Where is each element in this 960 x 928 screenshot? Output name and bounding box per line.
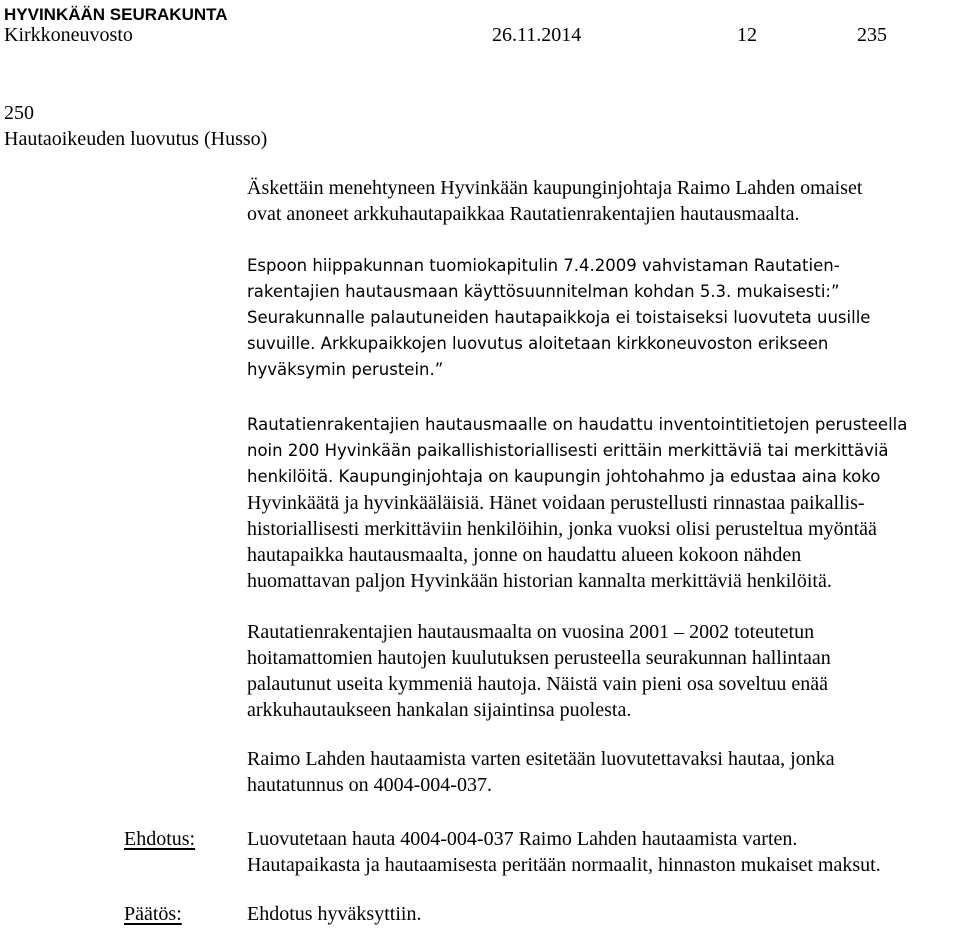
quote-line: suvuille. Arkkupaikkojen luovutus aloitetaan kirkkoneuvoston erikseen [247, 334, 829, 353]
paragraph-line: huomattavan paljon Hyvinkään historian kannalta merkittäviä henkilöitä. [247, 570, 832, 592]
quote-line: Seurakunnalle palautuneiden hautapaikkoja ei toistaiseksi luovuteta uusille [247, 308, 871, 327]
item-number: 250 [4, 102, 34, 124]
paragraph-line: Rautatienrakentajien hautausmaalta on vuosina 2001 – 2002 toteutetun [247, 621, 815, 643]
intro-line: Äskettäin menehtyneen Hyvinkään kaupunginjohtaja Raimo Lahden omaiset [247, 177, 863, 199]
paragraph-line: hautatunnus on 4004-004-037. [247, 774, 492, 796]
paragraph-line: palautunut useita kymmeniä hautoja. Näistä vain pieni osa soveltuu enää [247, 673, 828, 695]
meeting-date: 26.11.2014 [492, 24, 582, 46]
paragraph-line: Raimo Lahden hautaamista varten esitetään luovutettavaksi hautaa, jonka [247, 748, 835, 770]
item-title: Hautaoikeuden luovutus (Husso) [4, 128, 268, 150]
quote-line: Espoon hiippakunnan tuomiokapitulin 7.4.2009 vahvistaman Rautatien- [247, 256, 840, 275]
proposal-text [247, 826, 957, 878]
grave-proposal-paragraph [247, 746, 957, 798]
quote-line: hyväksymin perustein.” [247, 360, 444, 379]
paragraph-line: Rautatienrakentajien hautausmaalle on haudattu inventointitietojen perusteella [247, 415, 908, 434]
paragraph-line: hautapaikka hautausmaalta, jonne on haudattu alueen kokoon nähden [247, 544, 802, 566]
quoted-regulation [247, 253, 957, 383]
meeting-number: 12 [737, 24, 757, 46]
intro-line: ovat anoneet arkkuhautapaikkaa Rautatienrakentajien hautausmaalta. [247, 203, 800, 225]
proposal-label: Ehdotus: [124, 828, 196, 850]
paragraph-line: hoitamattomien hautojen kuulutuksen perusteella seurakunnan hallintaan [247, 647, 831, 669]
paragraph-line: noin 200 Hyvinkään paikallishistoriallisesti erittäin merkittäviä tai merkittäviä [247, 441, 889, 460]
decision-text: Ehdotus hyväksyttiin. [247, 903, 422, 925]
paragraph-line: historiallisesti merkittäviin henkilöihin, jonka vuoksi olisi perusteltua myöntää [247, 518, 877, 540]
page-number: 235 [857, 24, 887, 46]
proposal-line: Hautapaikasta ja hautaamisesta peritään normaalit, hinnaston mukaiset maksut. [247, 854, 881, 876]
proposal-line: Luovutetaan hauta 4004-004-037 Raimo Lahden hautaamista varten. [247, 828, 798, 850]
paragraph-line: arkkuhautaukseen hankalan sijaintinsa puolesta. [247, 699, 632, 721]
body-name: Kirkkoneuvosto [4, 24, 133, 46]
paragraph-line: Hyvinkäätä ja hyvinkääläisiä. Hänet voidaan perustellusti rinnastaa paikallis- [247, 492, 865, 514]
intro-paragraph [247, 175, 957, 227]
quote-line: rakentajien hautausmaan käyttösuunnitelman kohdan 5.3. mukaisesti:” [247, 282, 840, 301]
justification-paragraph [247, 412, 957, 594]
organization-name: HYVINKÄÄN SEURAKUNTA [4, 5, 228, 24]
history-paragraph [247, 619, 957, 723]
decision-label: Päätös: [124, 903, 182, 925]
paragraph-line: henkilöitä. Kaupunginjohtaja on kaupungin johtohahmo ja edustaa aina koko [247, 467, 881, 486]
